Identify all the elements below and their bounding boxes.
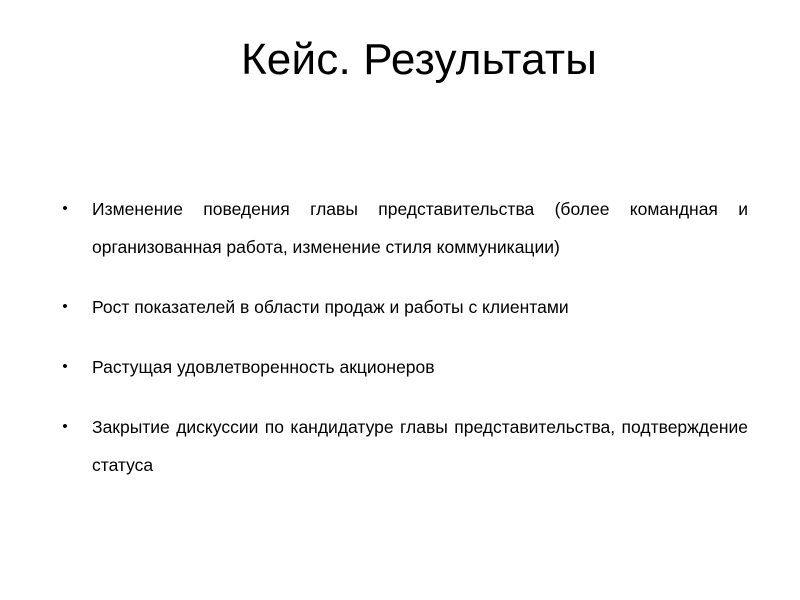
bullet-item [58,190,748,266]
slide-title: Кейс. Результаты [240,35,598,84]
bullet-marker: • [62,358,68,375]
bullet-item [58,348,748,386]
bullet-item [58,288,748,326]
bullet-list [58,190,748,506]
bullet-text: Изменение поведения главы представительства (более командная и организованная работа, изменение стиля коммуникации) [92,199,748,257]
bullet-item [58,408,748,484]
bullet-text: Рост показателей в области продаж и работы с клиентами [92,297,569,317]
bullet-text: Растущая удовлетворенность акционеров [92,357,435,377]
bullet-marker: • [62,298,68,315]
bullet-marker: • [62,418,68,435]
bullet-text: Закрытие дискуссии по кандидатуре главы представительства, подтверждение статуса [92,417,748,475]
bullet-marker: • [62,200,68,217]
